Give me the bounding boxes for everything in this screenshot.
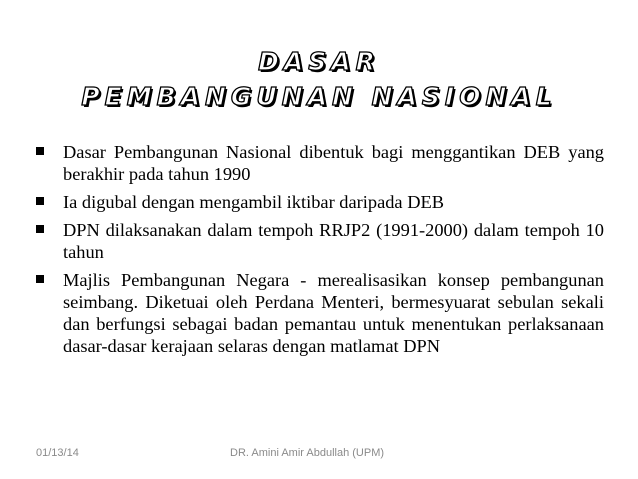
bullet-text: Majlis Pembangunan Negara - merealisasikan konsep pembangunan seimbang. Diketuai oleh Perdana Menteri, bermesyuarat sebulan sekali dan berfungsi sebagai badan pemantau untuk menentukan perlaksanaan dasar-dasar kerajaan selaras dengan matlamat DPN — [63, 270, 604, 356]
square-bullet-icon — [36, 225, 44, 233]
square-bullet-icon — [36, 197, 44, 205]
slide-title — [0, 44, 638, 114]
bullet-list — [36, 141, 604, 363]
square-bullet-icon — [36, 147, 44, 155]
bullet-text: DPN dilaksanakan dalam tempoh RRJP2 (1991-2000) dalam tempoh 10 tahun — [63, 220, 604, 262]
footer-date: 01/13/14 — [36, 447, 79, 459]
bullet-text: Ia digubal dengan mengambil iktibar daripada DEB — [63, 192, 444, 212]
bullet-item — [36, 219, 604, 263]
bullet-text: Dasar Pembangunan Nasional dibentuk bagi menggantikan DEB yang berakhir pada tahun 1990 — [63, 142, 604, 184]
footer-author: DR. Amini Amir Abdullah (UPM) — [230, 447, 385, 459]
bullet-item — [36, 141, 604, 185]
bullet-item — [36, 269, 604, 357]
slide-title-line-1: DASAR — [258, 47, 380, 76]
square-bullet-icon — [36, 275, 44, 283]
slide-title-line-2: PEMBANGUNAN NASIONAL — [81, 82, 557, 111]
bullet-item — [36, 191, 604, 213]
